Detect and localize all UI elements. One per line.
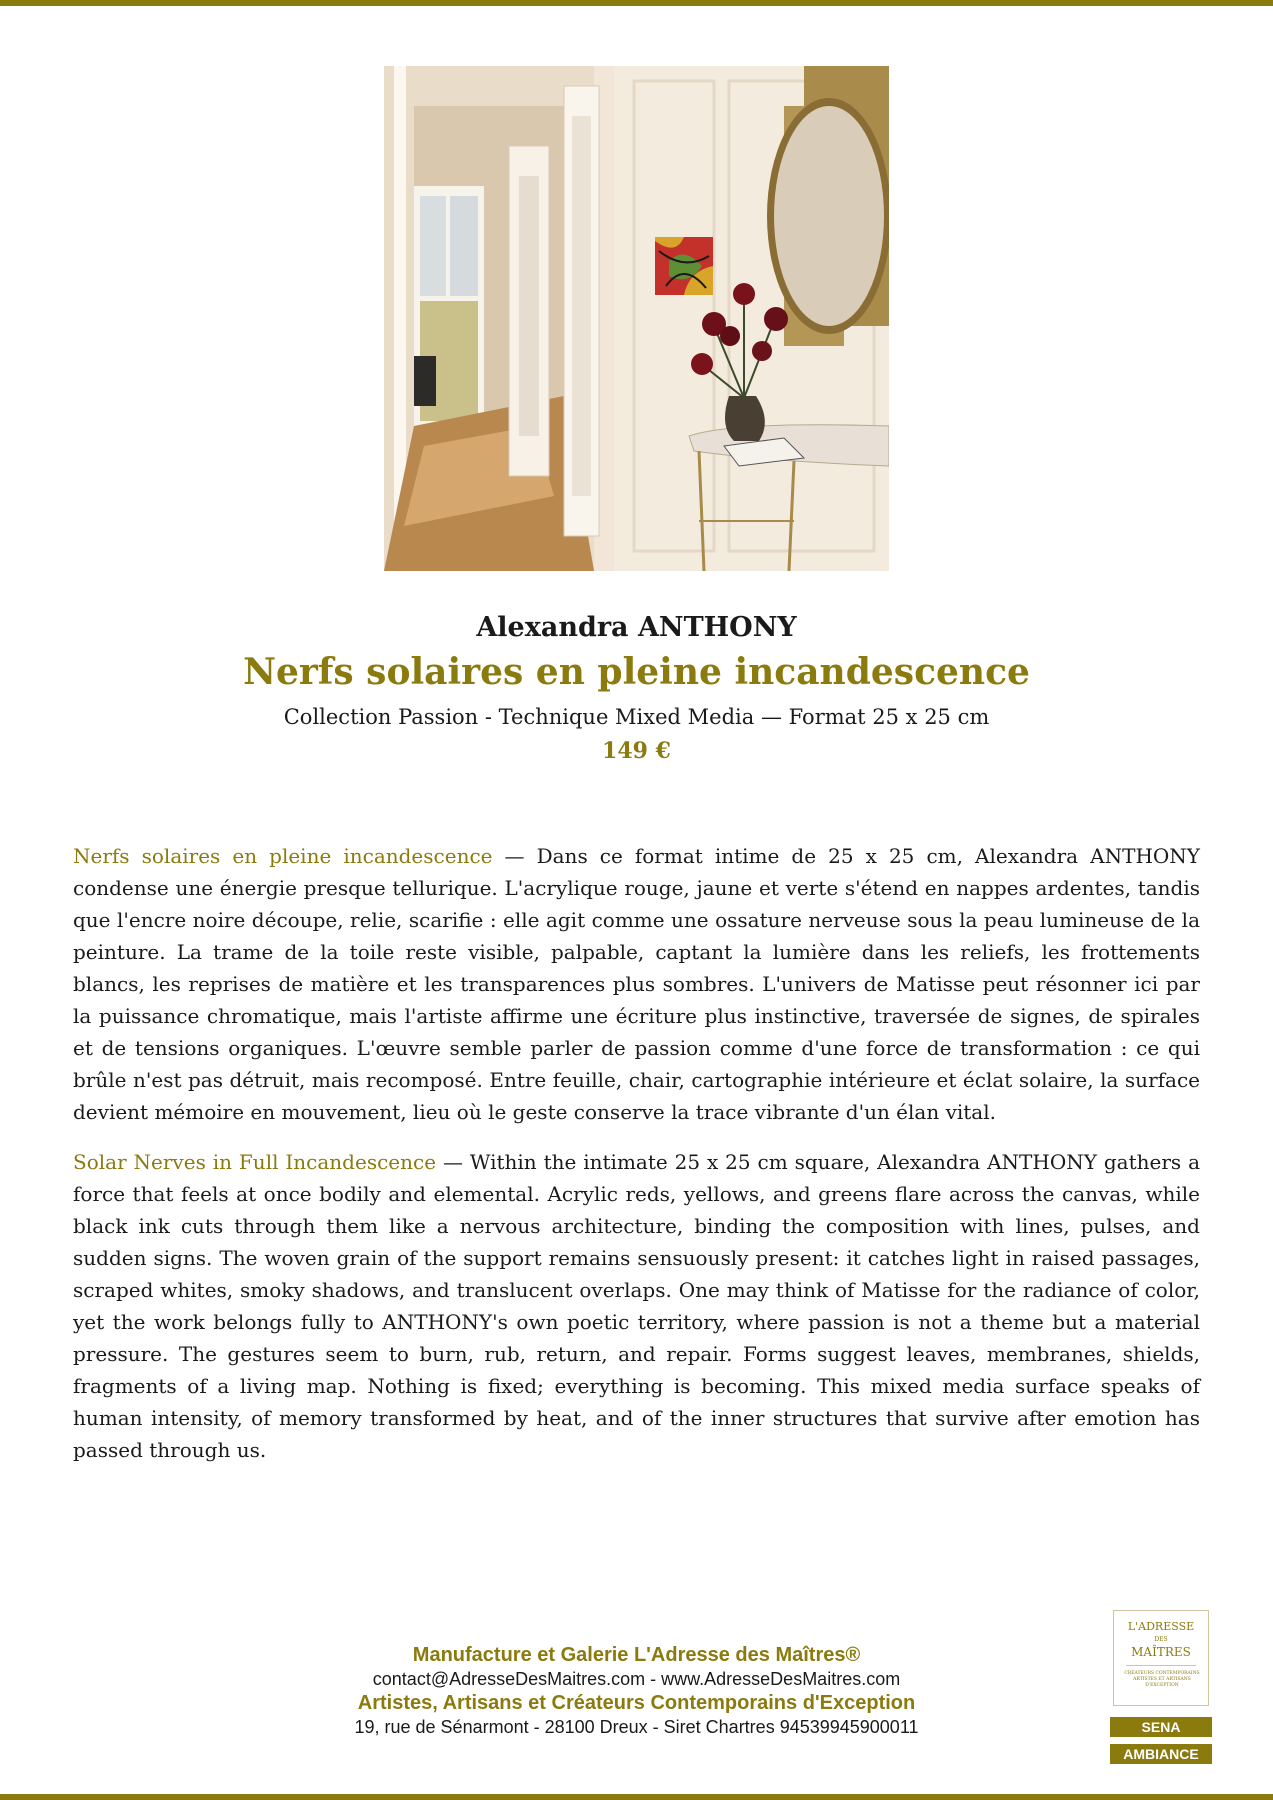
description-english <box>73 1146 1200 1466</box>
description-french-text: — Dans ce format intime de 25 x 25 cm, Alexandra ANTHONY condense une énergie presque tellurique. L'acrylique rouge, jaune et verte s'étend en nappes ardentes, tandis que l'encre noire découpe, relie, scarifie : elle agit comme une ossature nerveuse sous la peau lumineuse de la peinture. La trame de la toile reste visible, palpable, captant la lumière dans les reliefs, les frottements blancs, les reprises de matière et les transparences plus sombres. L'univers de Matisse peut résonner ici par la puissance chromatique, mais l'artiste affirme une écriture plus instinctive, traversée de signes, de spirales et de tensions organiques. L'œuvre semble parler de passion comme d'une force de transformation : ce qui brûle n'est pas détruit, mais recomposé. Entre feuille, chair, cartographie intérieure et éclat solaire, la surface devient mémoire en mouvement, lieu où le geste conserve la trace vibrante d'un élan vital. <box>73 844 1200 1124</box>
artwork-details: Collection Passion - Technique Mixed Media — Format 25 x 25 cm <box>283 705 990 729</box>
description-french <box>73 840 1200 1128</box>
footer-company: Manufacture et Galerie L'Adresse des Maîtres® <box>412 1644 861 1666</box>
bottom-border <box>0 1794 1273 1800</box>
footer-contact: contact@AdresseDesMaitres.com - www.AdresseDesMaitres.com <box>372 1669 901 1689</box>
logo-line-3: MAÎTRES <box>1131 1645 1191 1659</box>
logo-line-4: CRÉATEURS CONTEMPORAINS ARTISTES ET ARTISANS D'EXCEPTION <box>1124 1671 1200 1688</box>
artwork-title: Nerfs solaires en pleine incandescence <box>243 651 1030 693</box>
artist-name: Alexandra ANTHONY <box>476 612 797 643</box>
footer-address: 19, rue de Sénarmont - 28100 Dreux - Siret Chartres 94539945900011 <box>354 1717 919 1737</box>
logo-rule <box>1126 1665 1196 1666</box>
artwork-room-photo <box>384 66 889 571</box>
gallery-logo <box>1113 1610 1209 1706</box>
logo-line-1: L'ADRESSE <box>1127 1620 1195 1633</box>
artwork-price: 149 € <box>602 738 671 764</box>
description-english-lead: Solar Nerves in Full Incandescence <box>73 1150 437 1174</box>
footer <box>0 1643 1273 1739</box>
footer-tagline: Artistes, Artisans et Créateurs Contemporains d'Exception <box>357 1692 916 1714</box>
logo-line-2: DES <box>1154 1636 1168 1643</box>
badge-ambiance: AMBIANCE <box>1110 1744 1212 1764</box>
top-border <box>0 0 1273 6</box>
badge-sena: SENA <box>1110 1717 1212 1737</box>
description-english-text: — Within the intimate 25 x 25 cm square, Alexandra ANTHONY gathers a force that feels at once bodily and elemental. Acrylic reds, yellows, and greens flare across the canvas, while black ink cuts through them like a nervous architecture, binding the composition with lines, pulses, and sudden signs. The woven grain of the support remains sensuously present: it catches light in raised passages, scraped whites, smoky shadows, and translucent overlaps. One may think of Matisse for the radiance of color, yet the work belongs fully to ANTHONY's own poetic territory, where passion is not a theme but a material pressure. The gestures seem to burn, rub, return, and repair. Forms suggest leaves, membranes, shields, fragments of a living map. Nothing is fixed; everything is becoming. This mixed media surface speaks of human intensity, of memory transformed by heat, and of the inner structures that survive after emotion has passed through us. <box>73 1150 1200 1462</box>
description-french-lead: Nerfs solaires en pleine incandescence <box>73 844 493 868</box>
